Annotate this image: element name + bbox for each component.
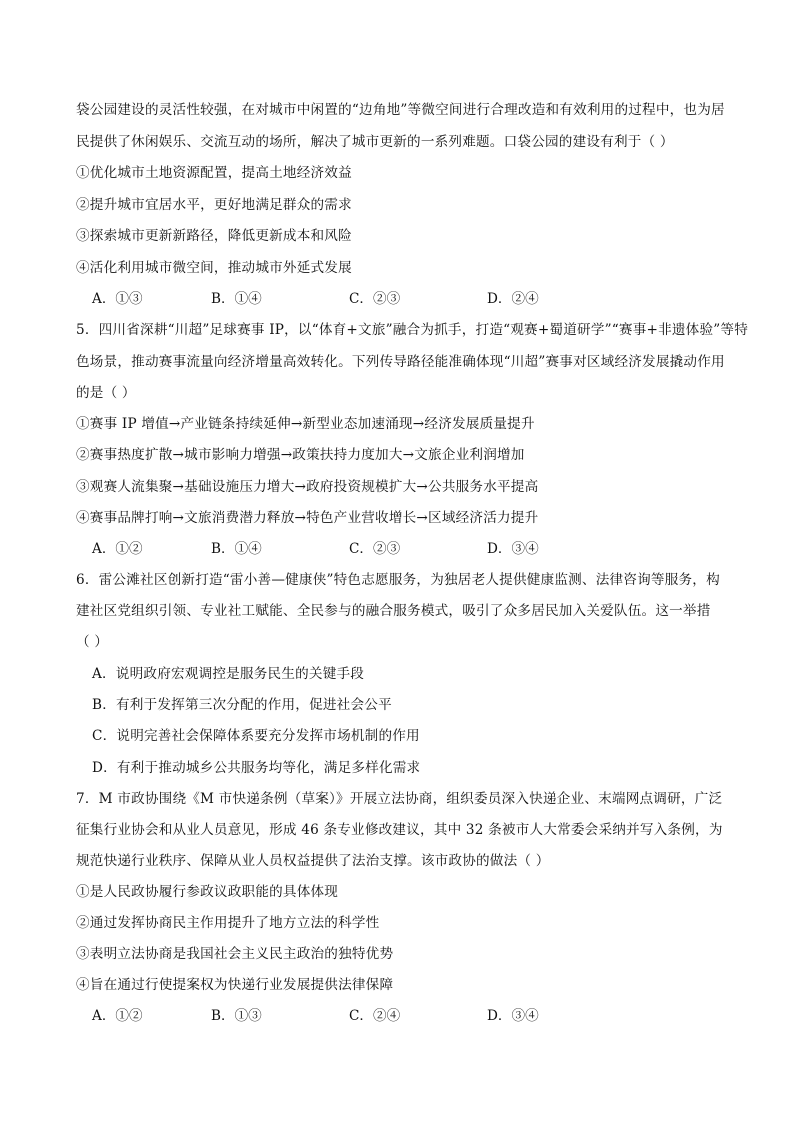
- q7-stem-line-1: 7．M 市政协围绕《M 市快递条例（草案）》开展立法协商，组织委员深入快递企业、末端网点调研，广泛: [76, 791, 723, 807]
- q6-option-a[interactable]: A．说明政府宏观调控是服务民生的关键手段: [92, 666, 365, 682]
- q7-option-c[interactable]: C．②④: [349, 1008, 401, 1024]
- q4-option-d[interactable]: D．②④: [487, 291, 539, 307]
- q7-stem-line-2: 征集行业协会和从业人员意见，形成 46 条专业修改建议，其中 32 条被市人大常委会采纳并写入条例，为: [76, 822, 723, 838]
- q4-option-c[interactable]: C．②③: [349, 291, 401, 307]
- q4-statement-3: ③探索城市更新新路径，降低更新成本和风险: [76, 228, 352, 244]
- q5-option-c[interactable]: C．②③: [349, 541, 401, 557]
- q5-stem-line-3: 的是（ ）: [76, 385, 136, 401]
- q4-options: [92, 289, 692, 309]
- q7-statement-1: ①是人民政协履行参政议政职能的具体体现: [76, 884, 339, 900]
- q4-statement-2: ②提升城市宜居水平，更好地满足群众的需求: [76, 197, 352, 213]
- q7-option-d[interactable]: D．③④: [487, 1008, 539, 1024]
- q6-option-d[interactable]: D．有利于推动城乡公共服务均等化，满足多样化需求: [92, 760, 421, 776]
- q7-stem-line-3: 规范快递行业秩序、保障从业人员权益提供了法治支撑。该市政协的做法（ ）: [76, 853, 550, 869]
- q6-stem-line-2: 建社区党组织引领、专业社工赋能、全民参与的融合服务模式，吸引了众多居民加入关爱队伍。这一举措: [76, 603, 711, 619]
- q7-options: [92, 1006, 692, 1026]
- q4-stem-line-1: 袋公园建设的灵活性较强，在对城市中闲置的“边角地”等微空间进行合理改造和有效利用的过程中，也为居: [76, 102, 725, 118]
- q5-option-a[interactable]: A．①②: [92, 541, 143, 557]
- q6-option-b[interactable]: B．有利于发挥第三次分配的作用，促进社会公平: [92, 697, 392, 713]
- q5-statement-3: ③观赛人流集聚→基础设施压力增大→政府投资规模扩大→公共服务水平提高: [76, 479, 539, 495]
- q7-statement-3: ③表明立法协商是我国社会主义民主政治的独特优势: [76, 946, 394, 962]
- q7-statement-4: ④旨在通过行使提案权为快递行业发展提供法律保障: [76, 977, 394, 993]
- q5-statement-1: ①赛事 IP 增值→产业链条持续延伸→新型业态加速涌现→经济发展质量提升: [76, 416, 535, 432]
- q7-statement-2: ②通过发挥协商民主作用提升了地方立法的科学性: [76, 915, 380, 931]
- q4-statement-1: ①优化城市土地资源配置，提高土地经济效益: [76, 165, 352, 181]
- q5-option-d[interactable]: D．③④: [487, 541, 539, 557]
- q4-option-a[interactable]: A．①③: [92, 291, 143, 307]
- q4-stem-line-2: 民提供了休闲娱乐、交流互动的场所，解决了城市更新的一系列难题。口袋公园的建设有利于（ ）: [76, 134, 674, 150]
- q6-stem-line-1: 6．雷公滩社区创新打造“雷小善—健康侠”特色志愿服务，为独居老人提供健康监测、法律咨询等服务，构: [76, 572, 720, 588]
- q4-option-b[interactable]: B．①④: [211, 291, 262, 307]
- q5-stem-line-2: 色场景，推动赛事流量向经济增量高效转化。下列传导路径能准确体现“川超”赛事对区域经济发展撬动作用: [76, 354, 725, 370]
- q5-stem-line-1: 5．四川省深耕“川超”足球赛事 IP，以“体育+文旅”融合为抓手，打造“观赛+蜀道研学”“赛事+非遗体验”等特: [76, 322, 748, 338]
- q7-option-b[interactable]: B．①③: [211, 1008, 262, 1024]
- q5-statement-4: ④赛事品牌打响→文旅消费潜力释放→特色产业营收增长→区域经济活力提升: [76, 510, 539, 526]
- q5-option-b[interactable]: B．①④: [211, 541, 262, 557]
- q5-options: [92, 539, 692, 559]
- q4-statement-4: ④活化利用城市微空间，推动城市外延式发展: [76, 260, 352, 276]
- q7-option-a[interactable]: A．①②: [92, 1008, 143, 1024]
- q5-statement-2: ②赛事热度扩散→城市影响力增强→政策扶持力度加大→文旅企业利润增加: [76, 447, 525, 463]
- q6-option-c[interactable]: C．说明完善社会保障体系要充分发挥市场机制的作用: [92, 728, 420, 744]
- q6-stem-line-3: （ ）: [76, 634, 109, 650]
